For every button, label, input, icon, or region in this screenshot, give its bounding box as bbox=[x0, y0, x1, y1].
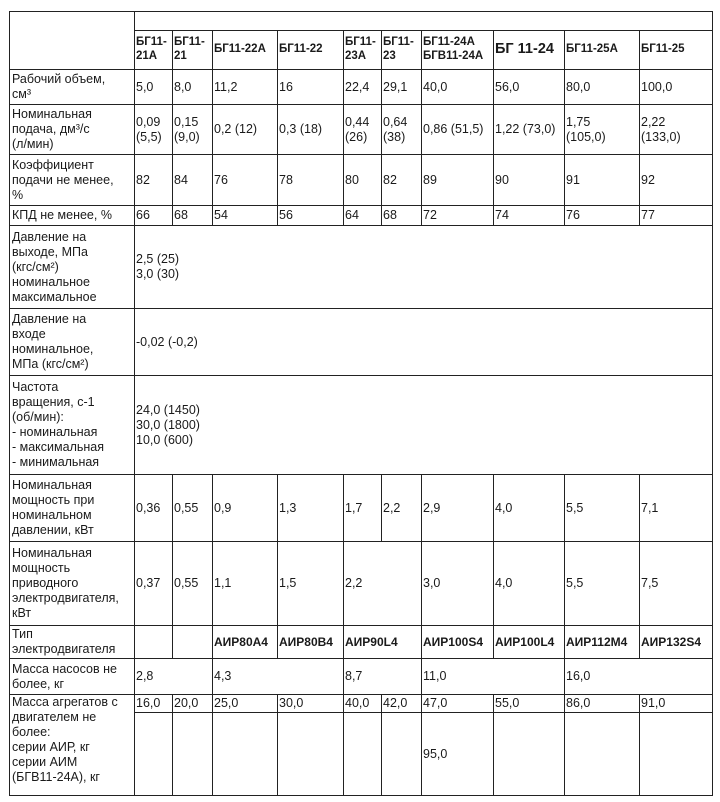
table-cell: 91,0 bbox=[640, 695, 713, 713]
table-cell: 2,22 (133,0) bbox=[640, 105, 713, 155]
model-header: БГ11-25А bbox=[565, 31, 640, 70]
model-header: БГ11- 23 bbox=[382, 31, 422, 70]
table-cell bbox=[213, 713, 278, 796]
table-cell: 54 bbox=[213, 206, 278, 226]
table-row-efficiency bbox=[10, 206, 713, 226]
table-cell: 82 bbox=[135, 155, 173, 206]
table-cell bbox=[640, 713, 713, 796]
table-cell: 5,5 bbox=[565, 475, 640, 542]
table-cell: 40,0 bbox=[344, 695, 382, 713]
table-cell: 40,0 bbox=[422, 70, 494, 105]
table-cell bbox=[278, 713, 344, 796]
table-cell: 82 bbox=[382, 155, 422, 206]
table-cell: 7,5 bbox=[640, 542, 713, 626]
table-cell: 89 bbox=[422, 155, 494, 206]
table-cell bbox=[382, 713, 422, 796]
table-cell: 30,0 bbox=[278, 695, 344, 713]
row-label: Коэффициент подачи не менее, % bbox=[10, 155, 135, 206]
table-cell: 4,3 bbox=[213, 659, 344, 695]
table-cell: 3,0 bbox=[422, 542, 494, 626]
table-row-unit-mass bbox=[10, 695, 713, 713]
table-cell: 1,7 bbox=[344, 475, 382, 542]
row-label: Номинальная мощность при номинальном давлении, кВт bbox=[10, 475, 135, 542]
table-cell: 80 bbox=[344, 155, 382, 206]
table-cell: 22,4 bbox=[344, 70, 382, 105]
table-cell: 0,44 (26) bbox=[344, 105, 382, 155]
table-cell: 84 bbox=[173, 155, 213, 206]
table-cell: 47,0 bbox=[422, 695, 494, 713]
table-cell: 2,9 bbox=[422, 475, 494, 542]
table-cell: 16,0 bbox=[135, 695, 173, 713]
table-cell: 76 bbox=[565, 206, 640, 226]
table-cell: 8,7 bbox=[344, 659, 422, 695]
table-cell: 16,0 bbox=[565, 659, 713, 695]
model-header: БГ 11-24 bbox=[494, 31, 565, 70]
table-cell: 90 bbox=[494, 155, 565, 206]
row-label: Номинальная подача, дм³/с (л/мин) bbox=[10, 105, 135, 155]
table-cell: 16 bbox=[278, 70, 344, 105]
table-row-volume bbox=[10, 70, 713, 105]
table-cell: 29,1 bbox=[382, 70, 422, 105]
table-cell: 2,2 bbox=[382, 475, 422, 542]
table-cell: 2,8 bbox=[135, 659, 213, 695]
table-cell: АИР100S4 bbox=[422, 626, 494, 659]
table-cell: 0,37 bbox=[135, 542, 173, 626]
row-label: Давление на входе номинальное, МПа (кгс/см²) bbox=[10, 309, 135, 376]
table-cell: 1,22 (73,0) bbox=[494, 105, 565, 155]
model-header: БГ11- 21 bbox=[173, 31, 213, 70]
table-cell: 0,09 (5,5) bbox=[135, 105, 173, 155]
row-label: КПД не менее, % bbox=[10, 206, 135, 226]
row-label: Рабочий объем, см³ bbox=[10, 70, 135, 105]
table-cell bbox=[135, 713, 173, 796]
table-cell: 64 bbox=[344, 206, 382, 226]
table-top-row bbox=[10, 12, 713, 31]
table-cell: 0,36 bbox=[135, 475, 173, 542]
table-cell: 2,2 bbox=[344, 542, 422, 626]
table-cell: 56 bbox=[278, 206, 344, 226]
model-header: БГ11- 21А bbox=[135, 31, 173, 70]
table-cell: 91 bbox=[565, 155, 640, 206]
table-cell: 0,64 (38) bbox=[382, 105, 422, 155]
table-cell: 55,0 bbox=[494, 695, 565, 713]
table-cell: АИР90L4 bbox=[344, 626, 422, 659]
row-label: Номинальная мощность приводного электродвигателя, кВт bbox=[10, 542, 135, 626]
table-cell: 8,0 bbox=[173, 70, 213, 105]
table-cell: 11,0 bbox=[422, 659, 565, 695]
table-row-outlet-pressure bbox=[10, 226, 713, 309]
table-cell: 76 bbox=[213, 155, 278, 206]
table-cell: АИР80А4 bbox=[213, 626, 278, 659]
table-row-feed-coef bbox=[10, 155, 713, 206]
table-cell: 24,0 (1450) 30,0 (1800) 10,0 (600) bbox=[135, 376, 713, 475]
table-cell: 20,0 bbox=[173, 695, 213, 713]
table-cell: 56,0 bbox=[494, 70, 565, 105]
corner-cell bbox=[10, 12, 135, 70]
table-cell: 11,2 bbox=[213, 70, 278, 105]
table-cell bbox=[494, 713, 565, 796]
model-header: БГ11-25 bbox=[640, 31, 713, 70]
table-cell: 1,1 bbox=[213, 542, 278, 626]
row-label: Масса насосов не более, кг bbox=[10, 659, 135, 695]
table-row-power bbox=[10, 475, 713, 542]
table-cell: 25,0 bbox=[213, 695, 278, 713]
table-cell bbox=[135, 626, 173, 659]
model-header: БГ11- 23А bbox=[344, 31, 382, 70]
table-cell: 80,0 bbox=[565, 70, 640, 105]
table-cell: АИР100L4 bbox=[494, 626, 565, 659]
table-cell: 0,15 (9,0) bbox=[173, 105, 213, 155]
table-row-motor-type bbox=[10, 626, 713, 659]
row-label: Частота вращения, с-1 (об/мин): - номинальная - максимальная - минимальная bbox=[10, 376, 135, 475]
table-row-pump-mass bbox=[10, 659, 713, 695]
table-cell: 0,55 bbox=[173, 475, 213, 542]
row-label: Масса агрегатов с двигателем не более: серии АИР, кг серии АИМ (БГВ11-24А), кг bbox=[10, 695, 135, 796]
table-cell bbox=[173, 626, 213, 659]
table-cell: АИР80В4 bbox=[278, 626, 344, 659]
row-label: Тип электродвигателя bbox=[10, 626, 135, 659]
table-row-inlet-pressure bbox=[10, 309, 713, 376]
table-cell: 78 bbox=[278, 155, 344, 206]
table-cell: 1,75 (105,0) bbox=[565, 105, 640, 155]
table-cell bbox=[565, 713, 640, 796]
table-cell: 100,0 bbox=[640, 70, 713, 105]
model-header: БГ11-22 bbox=[278, 31, 344, 70]
table-cell: 74 bbox=[494, 206, 565, 226]
table-cell: 95,0 bbox=[422, 713, 494, 796]
table-cell: 5,5 bbox=[565, 542, 640, 626]
table-cell: 7,1 bbox=[640, 475, 713, 542]
table-cell: 0,2 (12) bbox=[213, 105, 278, 155]
table-cell: 92 bbox=[640, 155, 713, 206]
table-cell: 1,5 bbox=[278, 542, 344, 626]
row-label: Давление на выходе, МПа (кгс/см²) номинальное максимальное bbox=[10, 226, 135, 309]
table-cell: 0,9 bbox=[213, 475, 278, 542]
table-cell: 77 bbox=[640, 206, 713, 226]
model-header: БГ11-22А bbox=[213, 31, 278, 70]
table-cell: -0,02 (-0,2) bbox=[135, 309, 713, 376]
table-cell: 68 bbox=[173, 206, 213, 226]
table-cell bbox=[173, 713, 213, 796]
table-cell: АИР112М4 bbox=[565, 626, 640, 659]
table-cell: 2,5 (25) 3,0 (30) bbox=[135, 226, 713, 309]
table-cell: 42,0 bbox=[382, 695, 422, 713]
table-cell: 66 bbox=[135, 206, 173, 226]
table-cell: 1,3 bbox=[278, 475, 344, 542]
table-cell bbox=[344, 713, 382, 796]
table-cell: 4,0 bbox=[494, 475, 565, 542]
table-cell: 4,0 bbox=[494, 542, 565, 626]
table-row-flow bbox=[10, 105, 713, 155]
table-row-motor-power bbox=[10, 542, 713, 626]
model-header: БГ11-24А БГВ11-24А bbox=[422, 31, 494, 70]
table-cell: 68 bbox=[382, 206, 422, 226]
table-cell: 0,86 (51,5) bbox=[422, 105, 494, 155]
table-cell: 0,55 bbox=[173, 542, 213, 626]
specs-table bbox=[9, 11, 713, 796]
table-cell: 72 bbox=[422, 206, 494, 226]
table-cell: 86,0 bbox=[565, 695, 640, 713]
table-cell: 0,3 (18) bbox=[278, 105, 344, 155]
table-cell: АИР132S4 bbox=[640, 626, 713, 659]
model-group-header bbox=[135, 12, 713, 31]
table-row-rotation bbox=[10, 376, 713, 475]
table-cell: 5,0 bbox=[135, 70, 173, 105]
